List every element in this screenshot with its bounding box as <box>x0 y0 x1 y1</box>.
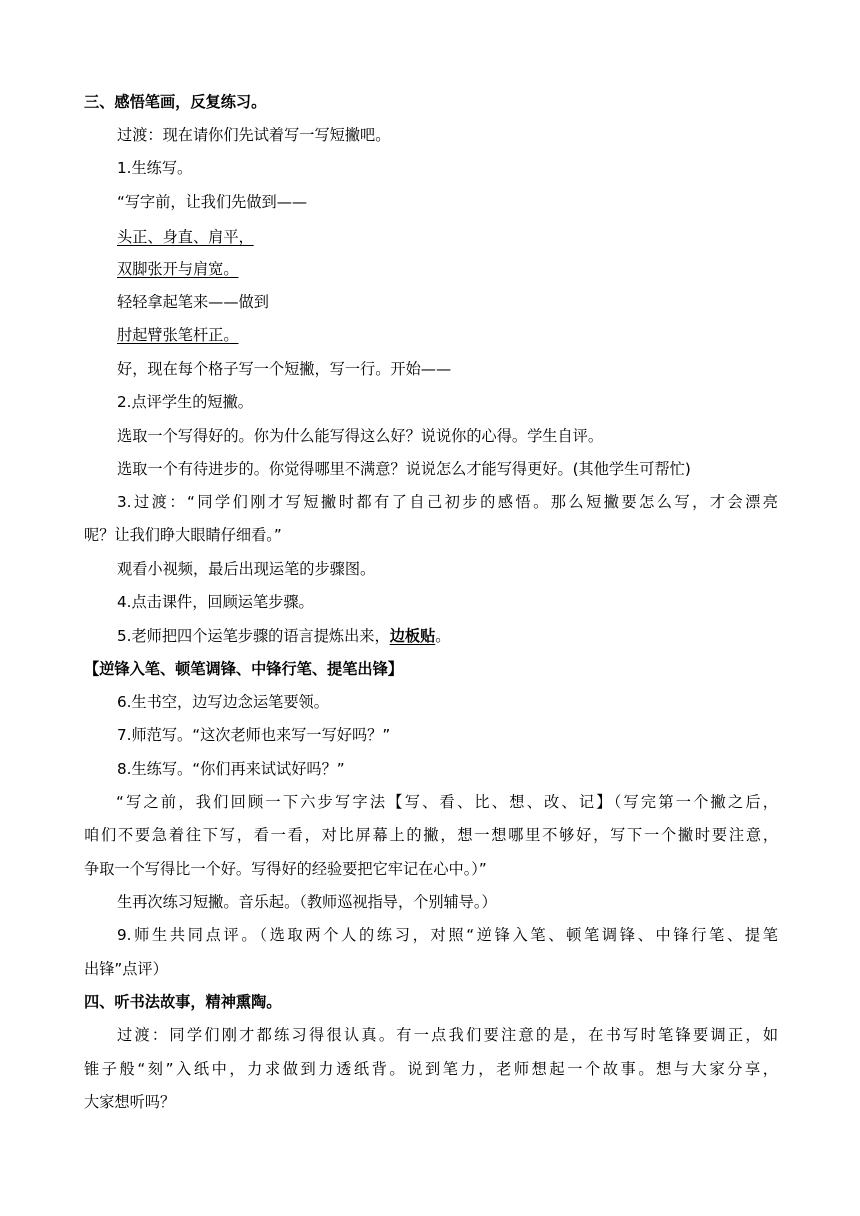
step-5-emphasis: 边板贴 <box>389 627 436 645</box>
six-steps-line-1: “写之前，我们回顾一下六步写字法【写、看、比、想、改、记】（写完第一个撇之后， <box>116 793 778 811</box>
step-4: 4.点击课件，回顾运笔步骤。 <box>117 593 314 611</box>
step-5 <box>117 626 778 646</box>
step-9-line-1: 9.师生共同点评。（选取两个人的练习，对照“逆锋入笔、顿笔调锋、中锋行笔、提笔 <box>117 926 778 944</box>
section-heading-4: 四、听书法故事，精神熏陶。 <box>84 993 282 1011</box>
step-6: 6.生书空，边写边念运笔要领。 <box>117 693 329 711</box>
posture-line-4: 肘起臂张笔杆正。 <box>117 326 239 344</box>
step-8: 8.生练写。“你们再来试试好吗？” <box>117 760 345 778</box>
step-2: 2.点评学生的短撇。 <box>117 393 253 411</box>
step-9-line-2: 出锋”点评） <box>84 960 168 978</box>
transition-paragraph: 过渡：现在请你们先试着写一写短撇吧。 <box>117 126 391 144</box>
six-steps-line-2: 咱们不要急着往下写，看一看，对比屏幕上的撇，想一想哪里不够好，写下一个撇时要注意， <box>84 826 778 844</box>
video-note: 观看小视频，最后出现运笔的步骤图。 <box>117 560 376 578</box>
step-3-line-1: 3.过渡：“同学们刚才写短撇时都有了自己初步的感悟。那么短撇要怎么写，才会漂亮 <box>117 493 778 511</box>
posture-line-1: 头正、身直、肩平， <box>117 228 254 246</box>
posture-line-2: 双脚张开与肩宽。 <box>117 260 239 278</box>
step-5-period: 。 <box>435 627 451 645</box>
section-heading-3: 三、感悟笔画，反复练习。 <box>84 93 267 111</box>
step-5-text: 5.老师把四个运笔步骤的语言提炼出来， <box>117 627 390 645</box>
transition-2-line-3: 大家想听吗？ <box>84 1093 176 1111</box>
six-steps-line-3: 争取一个写得比一个好。写得好的经验要把它牢记在心中。）” <box>84 860 487 878</box>
step-3-line-2: 呢？让我们睁大眼睛仔细看。” <box>84 526 282 544</box>
review-improve: 选取一个有待进步的。你觉得哪里不满意？说说怎么才能写得更好。(其他学生可帮忙) <box>117 460 691 478</box>
transition-2-line-2: 锥子般“刻”入纸中，力求做到力透纸背。说到笔力，老师想起一个故事。想与大家分享， <box>84 1060 778 1078</box>
strokes-summary: 【逆锋入笔、顿笔调锋、中锋行笔、提笔出锋】 <box>84 660 403 678</box>
posture-line-3: 轻轻拿起笔来——做到 <box>117 293 269 311</box>
practice-again: 生再次练习短撇。音乐起。（教师巡视指导，个别辅导。） <box>117 893 497 911</box>
transition-2-line-1: 过渡：同学们刚才都练习得很认真。有一点我们要注意的是，在书写时笔锋要调正，如 <box>117 1026 778 1044</box>
review-good: 选取一个写得好的。你为什么能写得这么好？说说你的心得。学生自评。 <box>117 427 603 445</box>
quote-intro: “写字前，让我们先做到—— <box>117 193 308 211</box>
step-1: 1.生练写。 <box>117 159 193 177</box>
step-7: 7.师范写。“这次老师也来写一写好吗？” <box>117 726 391 744</box>
start-instruction: 好，现在每个格子写一个短撇，写一行。开始—— <box>117 360 452 378</box>
